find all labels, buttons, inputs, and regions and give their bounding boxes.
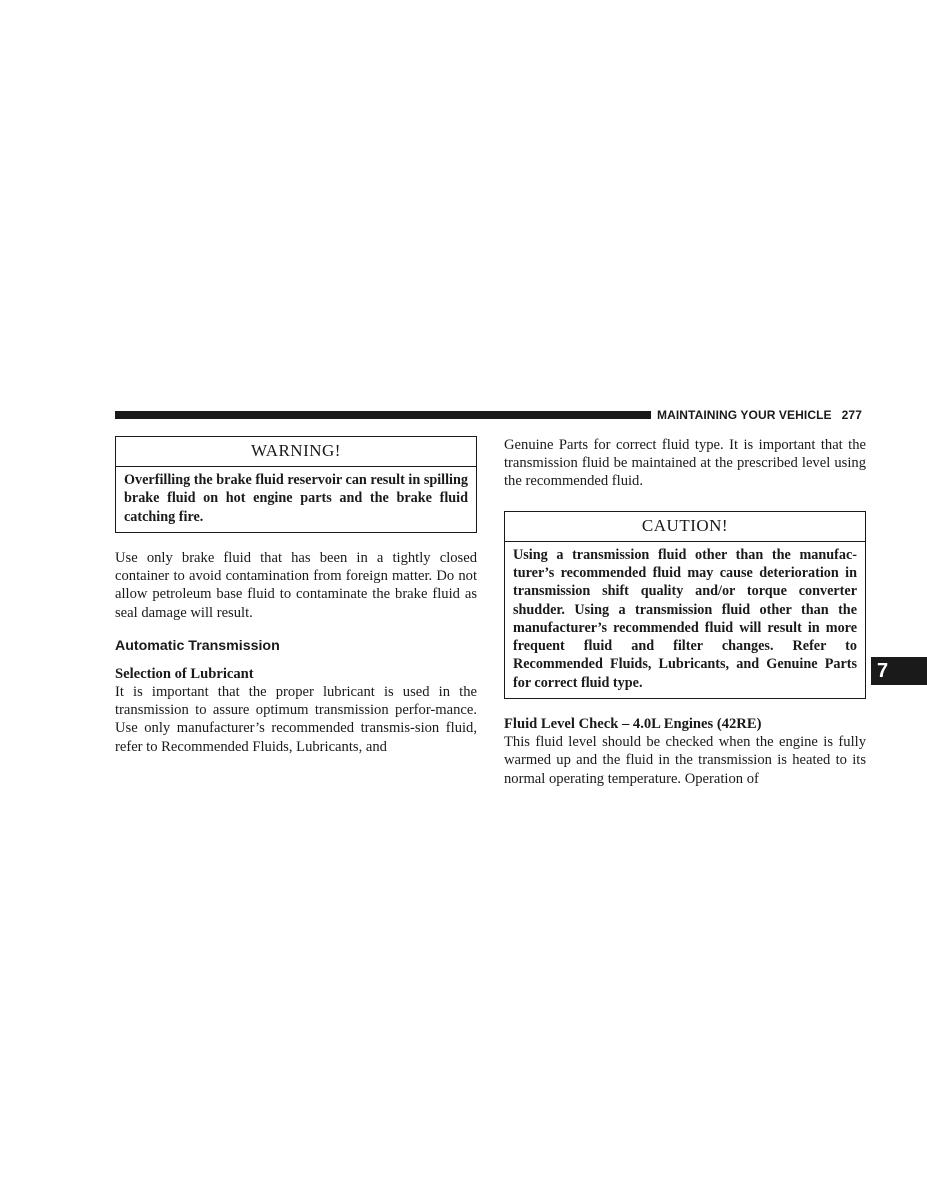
running-header <box>657 408 862 422</box>
page-number: 277 <box>841 408 862 422</box>
caution-box <box>504 511 866 699</box>
continued-paragraph: Genuine Parts for correct fluid type. It is important that the transmission fluid be maintained at the prescribed level using the recommended fluid. <box>504 437 866 490</box>
right-column <box>504 436 866 788</box>
fluid-level-paragraph: This fluid level should be checked when the engine is fully warmed up and the fluid in the transmission is heated to its normal operating temperature. Operation of <box>504 734 866 787</box>
section-heading: Automatic Transmission <box>115 637 280 654</box>
fluid-level-check-heading: Fluid Level Check – 4.0L Engines (42RE) <box>504 715 762 732</box>
caution-text: Using a transmission fluid other than the manufac-turer’s recommended fluid may cause deterioration in transmission shift quality and/or torque converter shudder. Using a transmission fluid other than the manufacturer’s recommended fluid will result in more frequent fluid and filter changes. Refer to Recommended Fluids, Lubricants, and Genuine Parts for correct fluid type. <box>513 546 857 691</box>
selection-of-lubricant-heading: Selection of Lubricant <box>115 665 254 682</box>
header-rule <box>115 411 651 419</box>
warning-text: Overfilling the brake fluid reservoir can result in spilling brake fluid on hot engine parts and the brake fluid catching fire. <box>124 472 468 525</box>
warning-box <box>115 436 477 533</box>
section-title: MAINTAINING YOUR VEHICLE <box>657 408 832 422</box>
lubricant-paragraph: It is important that the proper lubricant is used in the transmission to assure optimum transmission perfor-mance. Use only manufacturer’s recommended transmis-sion fluid, refer to Recommended Fluids, Lubricants, and <box>115 683 477 755</box>
caution-title: CAUTION! <box>505 512 865 542</box>
brake-fluid-paragraph: Use only brake fluid that has been in a tightly closed container to avoid contamination from foreign matter. Do not allow petroleum base fluid to contaminate the brake fluid as seal damage will result. <box>115 549 477 621</box>
warning-title: WARNING! <box>116 437 476 467</box>
chapter-tab: 7 <box>871 657 927 685</box>
left-column <box>115 436 477 756</box>
